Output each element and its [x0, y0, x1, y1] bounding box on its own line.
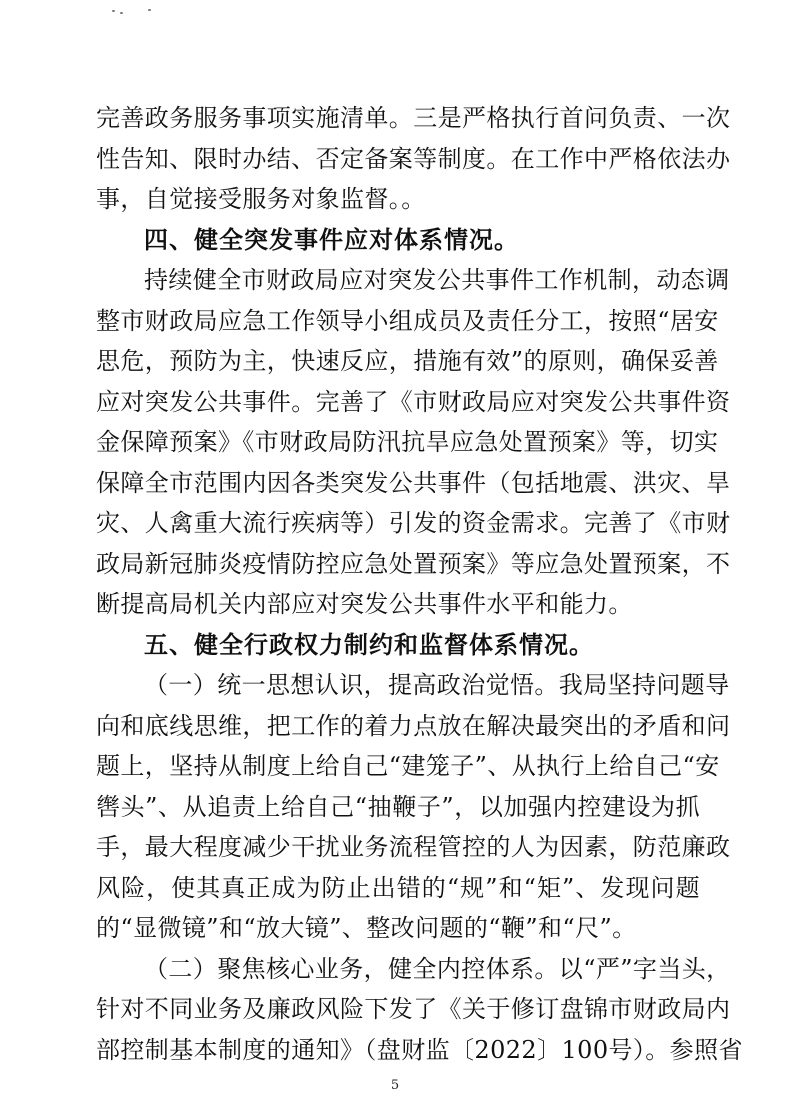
- section-heading: 五、健全行政权力制约和监督体系情况。: [144, 630, 594, 659]
- body-line: 保障全市范围内因各类突发公共事件（包括地震、洪灾、旱: [96, 468, 731, 497]
- body-line: 事，自觉接受服务对象监督。。: [96, 185, 426, 213]
- body-line: 断提高局机关内部应对突发公共事件水平和能力。: [96, 590, 633, 618]
- body-line: （二）聚焦核心业务，健全内控体系。以“严”字当头，: [144, 954, 731, 983]
- body-line: 金保障预案》《市财政局防汛抗旱应急处置预案》等，切实: [96, 428, 719, 456]
- body-line: 风险，使其真正成为防止出错的“规”和“矩”、发现问题: [96, 873, 700, 902]
- body-line: 思危，预防为主，快速反应，措施有效”的原则，确保妥善: [96, 347, 719, 375]
- body-line: 部控制基本制度的通知》（盘财监〔2022〕100号）。参照省: [96, 1035, 743, 1064]
- body-line: 手，最大程度减少干扰业务流程管控的人为因素，防范廉政: [96, 833, 731, 861]
- body-line: 完善政务服务事项实施清单。三是严格执行首问负责、一次: [96, 104, 731, 132]
- body-line: （一）统一思想认识，提高政治觉悟。我局坚持问题导: [144, 671, 730, 699]
- page-number: 5: [390, 1078, 400, 1093]
- body-line: 题上，坚持从制度上给自己“建笼子”、从执行上给自己“安: [96, 752, 720, 780]
- body-line: 性告知、限时办结、否定备案等制度。在工作中严格依法办: [96, 144, 731, 173]
- body-line: 针对不同业务及廉政风险下发了《关于修订盘锦市财政局内: [96, 995, 731, 1023]
- body-line: 向和底线思维，把工作的着力点放在解决最突出的矛盾和问: [96, 711, 731, 740]
- body-line: 整市财政局应急工作领导小组成员及责任分工，按照“居安: [96, 306, 719, 335]
- body-line: 应对突发公共事件。完善了《市财政局应对突发公共事件资: [96, 387, 731, 416]
- body-line: 政局新冠肺炎疫情防控应急处置预案》等应急处置预案，不: [96, 549, 731, 578]
- section-heading: 四、健全突发事件应对体系情况。: [144, 225, 519, 254]
- body-line: 灾、人禽重大流行疾病等）引发的资金需求。完善了《市财: [96, 509, 731, 537]
- body-line: 辔头”、从追责上给自己“抽鞭子”，以加强内控建设为抓: [96, 792, 700, 821]
- body-line: 的“显微镜”和“放大镜”、整改问题的“鞭”和“尺”。: [96, 914, 637, 942]
- body-line: 持续健全市财政局应对突发公共事件工作机制，动态调: [144, 266, 730, 294]
